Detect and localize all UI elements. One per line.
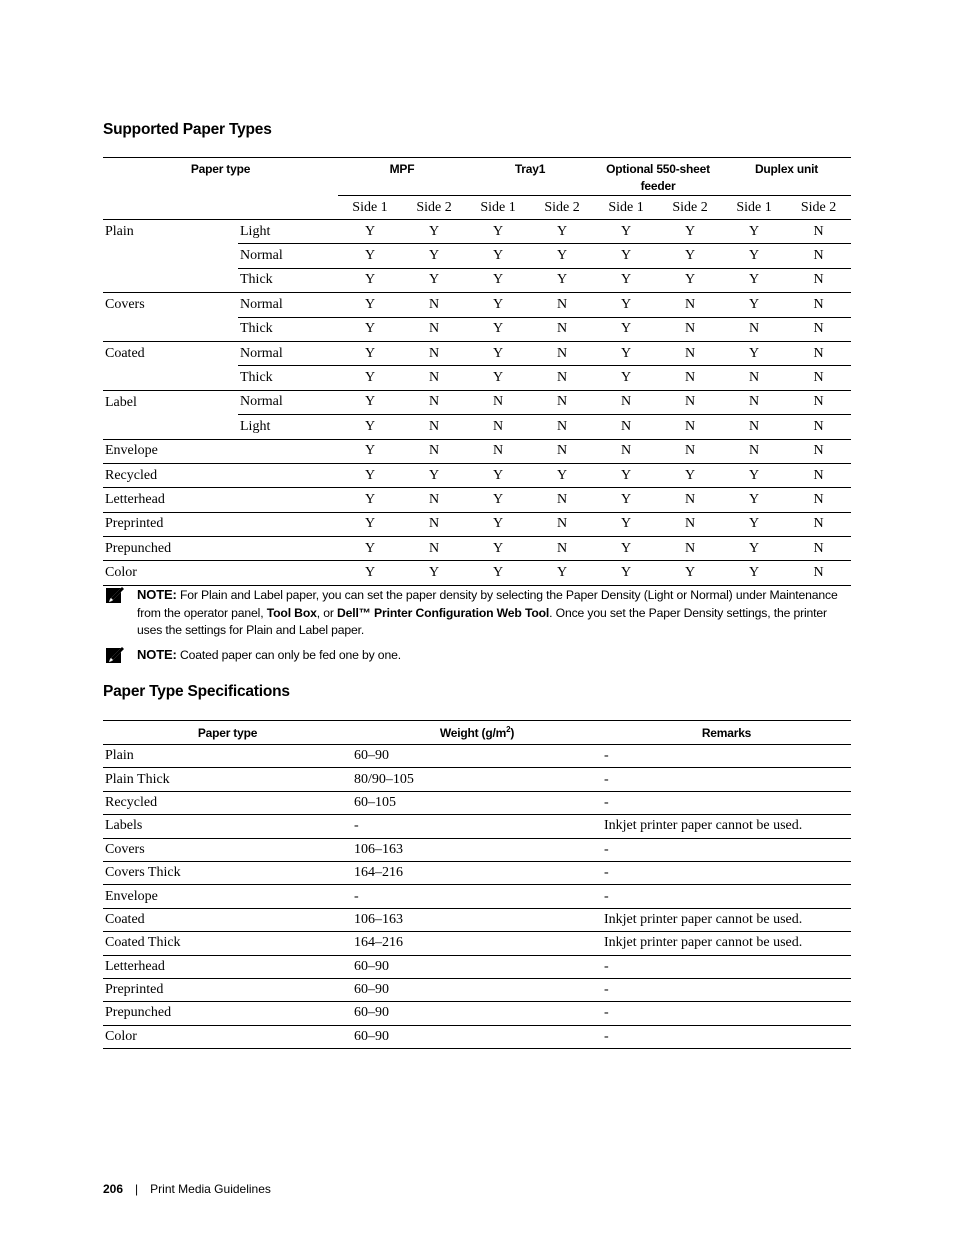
paper-type-specifications-table	[103, 720, 851, 1049]
remarks-cell: -	[602, 955, 851, 978]
support-value-cell: Y	[722, 537, 786, 561]
weight-cell: 60–90	[352, 1025, 602, 1048]
support-value-cell: N	[786, 512, 851, 536]
table-row	[103, 1002, 851, 1025]
support-value-cell: N	[786, 366, 851, 390]
support-value-cell: Y	[722, 512, 786, 536]
paper-type-cell	[103, 268, 238, 292]
weight-cell: 106–163	[352, 908, 602, 931]
support-value-cell: N	[786, 341, 851, 365]
footer-section-title: Print Media Guidelines	[150, 1182, 271, 1196]
support-value-cell: Y	[338, 366, 402, 390]
support-value-cell: N	[594, 390, 658, 414]
weight-cell: 80/90–105	[352, 768, 602, 791]
support-value-cell: Y	[338, 561, 402, 585]
support-value-cell: N	[786, 293, 851, 317]
type-cell: Color	[103, 1025, 352, 1048]
support-value-cell: N	[786, 220, 851, 244]
support-value-cell: Y	[658, 268, 722, 292]
column-header-side: Side 1	[722, 196, 786, 220]
paper-subtype-cell	[238, 439, 338, 463]
remarks-cell: -	[602, 978, 851, 1001]
remarks-cell: -	[602, 861, 851, 884]
paper-subtype-cell: Normal	[238, 244, 338, 268]
support-value-cell: Y	[466, 317, 530, 341]
paper-subtype-cell: Normal	[238, 293, 338, 317]
support-value-cell: Y	[466, 366, 530, 390]
table-row	[103, 932, 851, 955]
table-row	[103, 366, 851, 390]
note-text: For Plain and Label paper, you can set the paper density by selecting the Paper Density (Light or Normal) under Maintenance from the operator panel,	[137, 588, 838, 620]
support-value-cell: N	[786, 439, 851, 463]
support-value-cell: Y	[338, 488, 402, 512]
weight-cell: -	[352, 815, 602, 838]
support-value-cell: N	[786, 415, 851, 439]
support-value-cell: N	[530, 341, 594, 365]
note-text: . Once you set the Paper Density settings, the printer uses the settings for Plain and Label paper.	[137, 605, 827, 637]
weight-cell: 164–216	[352, 932, 602, 955]
support-value-cell: N	[786, 488, 851, 512]
paper-subtype-cell	[238, 463, 338, 487]
remarks-cell: Inkjet printer paper cannot be used.	[602, 932, 851, 955]
column-header-side: Side 2	[530, 196, 594, 220]
support-value-cell: Y	[658, 244, 722, 268]
support-value-cell: Y	[338, 293, 402, 317]
remarks-cell: -	[602, 791, 851, 814]
support-value-cell: N	[786, 390, 851, 414]
remarks-cell: -	[602, 1025, 851, 1048]
section-title-supported-paper-types: Supported Paper Types	[103, 121, 272, 138]
support-value-cell: Y	[722, 268, 786, 292]
support-value-cell: Y	[338, 390, 402, 414]
type-cell: Recycled	[103, 791, 352, 814]
table-row	[103, 439, 851, 463]
support-value-cell: Y	[466, 463, 530, 487]
table-row	[103, 220, 851, 244]
support-value-cell: N	[658, 512, 722, 536]
support-value-cell: N	[530, 293, 594, 317]
paper-subtype-cell	[238, 561, 338, 585]
note-label: NOTE:	[137, 587, 177, 602]
table-row	[103, 317, 851, 341]
support-value-cell: N	[658, 488, 722, 512]
paper-subtype-cell	[238, 512, 338, 536]
support-value-cell: Y	[658, 561, 722, 585]
support-value-cell: Y	[466, 537, 530, 561]
paper-subtype-cell: Thick	[238, 268, 338, 292]
support-value-cell: Y	[338, 439, 402, 463]
note-text: Coated paper can only be fed one by one.	[176, 648, 401, 662]
support-value-cell: Y	[466, 488, 530, 512]
support-value-cell: N	[466, 439, 530, 463]
support-value-cell: N	[402, 317, 466, 341]
header-spacer	[103, 196, 338, 220]
support-value-cell: Y	[466, 561, 530, 585]
support-value-cell: Y	[722, 341, 786, 365]
support-value-cell: Y	[658, 463, 722, 487]
paper-type-cell: Envelope	[103, 439, 238, 463]
column-header-group: Tray1	[466, 158, 594, 196]
paper-type-cell	[103, 415, 238, 439]
support-value-cell: Y	[402, 244, 466, 268]
column-header-group: Optional 550-sheet feeder	[594, 158, 722, 196]
support-value-cell: Y	[530, 244, 594, 268]
paper-type-cell	[103, 366, 238, 390]
support-value-cell: Y	[594, 512, 658, 536]
type-cell: Plain Thick	[103, 768, 352, 791]
support-value-cell: N	[402, 415, 466, 439]
support-value-cell: Y	[594, 244, 658, 268]
support-value-cell: N	[402, 537, 466, 561]
support-value-cell: Y	[338, 317, 402, 341]
column-header-side: Side 2	[402, 196, 466, 220]
support-value-cell: Y	[402, 220, 466, 244]
weight-cell: 106–163	[352, 838, 602, 861]
paper-type-cell: Color	[103, 561, 238, 585]
weight-cell: 60–90	[352, 745, 602, 768]
paper-subtype-cell: Thick	[238, 317, 338, 341]
support-value-cell: Y	[338, 268, 402, 292]
table-row	[103, 791, 851, 814]
paper-subtype-cell	[238, 537, 338, 561]
support-value-cell: Y	[402, 268, 466, 292]
support-value-cell: N	[402, 293, 466, 317]
support-value-cell: N	[402, 341, 466, 365]
remarks-cell: -	[602, 885, 851, 908]
table-row	[103, 244, 851, 268]
weight-cell: 164–216	[352, 861, 602, 884]
footer-separator: |	[135, 1182, 139, 1196]
support-value-cell: N	[786, 463, 851, 487]
note-coated-paper	[103, 646, 851, 665]
support-value-cell: Y	[594, 220, 658, 244]
column-header-paper-type: Paper type	[103, 158, 338, 196]
support-value-cell: Y	[594, 561, 658, 585]
support-value-cell: N	[402, 512, 466, 536]
support-value-cell: Y	[338, 415, 402, 439]
paper-type-cell: Covers	[103, 293, 238, 317]
table-row	[103, 488, 851, 512]
support-value-cell: N	[530, 537, 594, 561]
support-value-cell: N	[530, 317, 594, 341]
support-value-cell: N	[466, 390, 530, 414]
support-value-cell: Y	[466, 220, 530, 244]
support-value-cell: Y	[722, 561, 786, 585]
table-row	[103, 268, 851, 292]
support-value-cell: Y	[530, 220, 594, 244]
weight-cell: 60–90	[352, 978, 602, 1001]
column-header-side: Side 1	[338, 196, 402, 220]
support-value-cell: N	[594, 439, 658, 463]
support-value-cell: N	[402, 390, 466, 414]
weight-cell: 60–105	[352, 791, 602, 814]
support-value-cell: Y	[722, 293, 786, 317]
support-value-cell: N	[722, 317, 786, 341]
remarks-cell: -	[602, 838, 851, 861]
support-value-cell: N	[658, 537, 722, 561]
table-row	[103, 745, 851, 768]
support-value-cell: Y	[466, 244, 530, 268]
column-header-group: MPF	[338, 158, 466, 196]
support-value-cell: Y	[722, 244, 786, 268]
support-value-cell: Y	[594, 341, 658, 365]
weight-cell: -	[352, 885, 602, 908]
paper-type-cell	[103, 244, 238, 268]
support-value-cell: Y	[594, 488, 658, 512]
table-row	[103, 1025, 851, 1048]
weight-cell: 60–90	[352, 955, 602, 978]
support-value-cell: Y	[594, 463, 658, 487]
note-bold-term: Tool Box	[266, 605, 317, 620]
type-cell: Covers	[103, 838, 352, 861]
paper-type-cell: Preprinted	[103, 512, 238, 536]
support-value-cell: N	[722, 366, 786, 390]
paper-subtype-cell: Light	[238, 220, 338, 244]
support-value-cell: N	[786, 537, 851, 561]
type-cell: Covers Thick	[103, 861, 352, 884]
support-value-cell: Y	[466, 512, 530, 536]
column-header-side: Side 1	[594, 196, 658, 220]
paper-type-cell: Coated	[103, 341, 238, 365]
support-value-cell: N	[402, 366, 466, 390]
column-header-side: Side 2	[786, 196, 851, 220]
support-value-cell: Y	[594, 366, 658, 390]
table-row	[103, 561, 851, 585]
table-row	[103, 537, 851, 561]
support-value-cell: Y	[594, 293, 658, 317]
support-value-cell: Y	[594, 268, 658, 292]
paper-type-cell: Label	[103, 390, 238, 414]
paper-subtype-cell: Normal	[238, 341, 338, 365]
paper-subtype-cell: Thick	[238, 366, 338, 390]
support-value-cell: Y	[722, 488, 786, 512]
support-value-cell: N	[658, 317, 722, 341]
table-row	[103, 838, 851, 861]
weight-cell: 60–90	[352, 1002, 602, 1025]
support-value-cell: N	[658, 366, 722, 390]
remarks-cell: Inkjet printer paper cannot be used.	[602, 908, 851, 931]
support-value-cell: Y	[338, 463, 402, 487]
supported-paper-types-table	[103, 157, 851, 586]
support-value-cell: N	[530, 488, 594, 512]
remarks-cell: -	[602, 745, 851, 768]
support-value-cell: N	[786, 268, 851, 292]
support-value-cell: N	[530, 390, 594, 414]
note-bold-term: Dell™ Printer Configuration Web Tool	[337, 605, 550, 620]
column-header-paper-type: Paper type	[103, 721, 352, 745]
type-cell: Letterhead	[103, 955, 352, 978]
note-paper-density	[103, 586, 851, 640]
page-number: 206	[103, 1182, 124, 1196]
type-cell: Preprinted	[103, 978, 352, 1001]
support-value-cell: N	[722, 415, 786, 439]
support-value-cell: Y	[338, 512, 402, 536]
type-cell: Coated Thick	[103, 932, 352, 955]
support-value-cell: N	[658, 341, 722, 365]
support-value-cell: N	[594, 415, 658, 439]
remarks-cell: -	[602, 768, 851, 791]
support-value-cell: N	[402, 488, 466, 512]
support-value-cell: N	[466, 415, 530, 439]
support-value-cell: N	[658, 439, 722, 463]
support-value-cell: N	[658, 415, 722, 439]
support-value-cell: N	[530, 439, 594, 463]
column-header-side: Side 1	[466, 196, 530, 220]
support-value-cell: Y	[466, 341, 530, 365]
note-pencil-icon	[105, 586, 127, 604]
type-cell: Envelope	[103, 885, 352, 908]
support-value-cell: N	[786, 317, 851, 341]
support-value-cell: N	[786, 244, 851, 268]
paper-type-cell: Letterhead	[103, 488, 238, 512]
paper-type-cell: Prepunched	[103, 537, 238, 561]
support-value-cell: N	[402, 439, 466, 463]
support-value-cell: N	[722, 390, 786, 414]
note-pencil-icon	[105, 646, 127, 664]
support-value-cell: Y	[466, 293, 530, 317]
table-row	[103, 885, 851, 908]
support-value-cell: Y	[338, 341, 402, 365]
support-value-cell: Y	[338, 220, 402, 244]
support-value-cell: Y	[530, 463, 594, 487]
type-cell: Coated	[103, 908, 352, 931]
support-value-cell: Y	[338, 537, 402, 561]
support-value-cell: Y	[402, 561, 466, 585]
support-value-cell: Y	[594, 537, 658, 561]
support-value-cell: Y	[722, 220, 786, 244]
table-row	[103, 293, 851, 317]
support-value-cell: Y	[530, 561, 594, 585]
table-row	[103, 415, 851, 439]
remarks-cell: -	[602, 1002, 851, 1025]
table-row	[103, 955, 851, 978]
support-value-cell: Y	[338, 244, 402, 268]
support-value-cell: Y	[658, 220, 722, 244]
paper-subtype-cell: Normal	[238, 390, 338, 414]
support-value-cell: N	[530, 415, 594, 439]
column-header-remarks: Remarks	[602, 721, 851, 745]
type-cell: Prepunched	[103, 1002, 352, 1025]
support-value-cell: N	[786, 561, 851, 585]
section-title-paper-type-specifications: Paper Type Specifications	[103, 683, 290, 700]
support-value-cell: Y	[466, 268, 530, 292]
table-row	[103, 390, 851, 414]
type-cell: Plain	[103, 745, 352, 768]
support-value-cell: N	[722, 439, 786, 463]
paper-subtype-cell	[238, 488, 338, 512]
table-row	[103, 908, 851, 931]
table-row	[103, 768, 851, 791]
column-header-side: Side 2	[658, 196, 722, 220]
note-label: NOTE:	[137, 647, 177, 662]
paper-type-cell: Recycled	[103, 463, 238, 487]
table-row	[103, 861, 851, 884]
paper-type-cell: Plain	[103, 220, 238, 244]
support-value-cell: N	[530, 366, 594, 390]
support-value-cell: Y	[722, 463, 786, 487]
support-value-cell: N	[658, 390, 722, 414]
support-value-cell: N	[658, 293, 722, 317]
paper-type-cell	[103, 317, 238, 341]
page-footer	[103, 1182, 271, 1196]
table-row	[103, 512, 851, 536]
paper-subtype-cell: Light	[238, 415, 338, 439]
support-value-cell: Y	[402, 463, 466, 487]
column-header-group: Duplex unit	[722, 158, 851, 196]
support-value-cell: Y	[530, 268, 594, 292]
note-text: , or	[316, 605, 337, 620]
support-value-cell: Y	[594, 317, 658, 341]
column-header-weight: Weight $(g/m^2)$	[352, 721, 602, 745]
table-row	[103, 815, 851, 838]
remarks-cell: Inkjet printer paper cannot be used.	[602, 815, 851, 838]
table-row	[103, 978, 851, 1001]
type-cell: Labels	[103, 815, 352, 838]
support-value-cell: N	[530, 512, 594, 536]
table-row	[103, 341, 851, 365]
table-row	[103, 463, 851, 487]
